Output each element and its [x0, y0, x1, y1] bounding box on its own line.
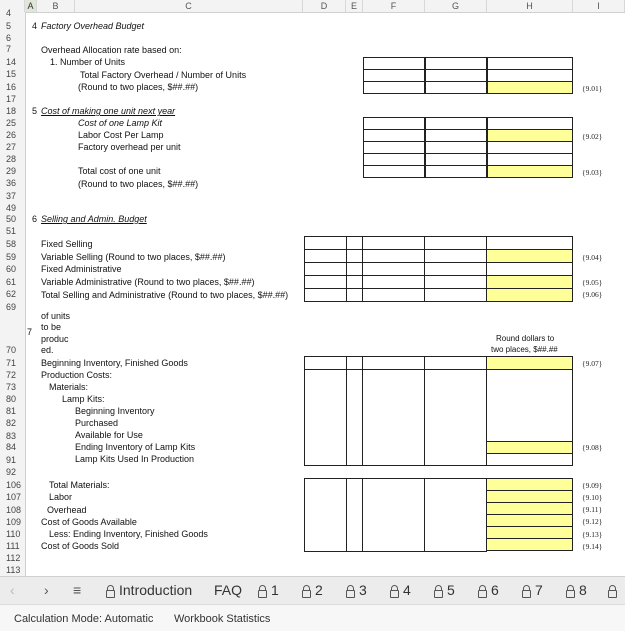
sheet-tab-label: 3	[359, 582, 367, 598]
section-title: Factory Overhead Budget	[41, 21, 145, 31]
cell-text: Lamp Kits:	[62, 394, 105, 404]
input-cell[interactable]	[304, 356, 347, 370]
row-number[interactable]: 14	[6, 57, 17, 67]
answer-code: {9.08}	[582, 443, 603, 452]
input-cell[interactable]	[346, 275, 363, 289]
row-number[interactable]: 5	[6, 21, 12, 31]
row-number[interactable]: 69	[6, 302, 17, 312]
answer-code: {9.02}	[582, 132, 603, 141]
row-number[interactable]: 58	[6, 239, 17, 249]
sheet-tab-label: 5	[447, 582, 455, 598]
sheet-tab-overflow[interactable]	[608, 582, 621, 598]
sheet-tab-2[interactable]	[302, 582, 323, 598]
lock-icon	[566, 585, 575, 596]
row-number[interactable]: 92	[6, 467, 17, 477]
input-cell[interactable]	[424, 356, 487, 370]
cell-text: Ending Inventory of Lamp Kits	[75, 442, 196, 452]
scroll-right-icon[interactable]: ›	[44, 582, 49, 598]
column-header-i[interactable]: I	[573, 0, 625, 12]
cell-text: Overhead	[47, 505, 87, 515]
cell-text: (Round to two places, $##.##)	[78, 179, 199, 189]
answer-cell[interactable]	[486, 275, 573, 289]
cell-text: Beginning Inventory	[75, 406, 155, 416]
cell-text: Total Factory Overhead / Number of Units	[80, 70, 247, 80]
lock-icon	[434, 585, 443, 596]
row-number[interactable]: 17	[6, 94, 17, 104]
row-number[interactable]: 27	[6, 142, 17, 152]
section-number: 4	[32, 21, 38, 31]
row-number[interactable]: 111	[6, 541, 20, 551]
scroll-left-icon[interactable]: ‹	[10, 582, 15, 598]
column-header-a[interactable]: A	[25, 0, 37, 12]
row-number[interactable]: 18	[6, 106, 17, 116]
sheet-tab-5[interactable]	[434, 582, 455, 598]
column-header-c[interactable]: C	[75, 0, 303, 12]
sheet-tab-label: 1	[271, 582, 279, 598]
row-number[interactable]: 28	[6, 154, 17, 164]
answer-code: {9.11}	[582, 505, 603, 514]
answer-code: {9.04}	[582, 253, 603, 262]
row-number[interactable]: 7	[6, 44, 12, 54]
answer-code: {9.09}	[582, 481, 603, 490]
cell-text: Lamp Kits Used In Production	[75, 454, 195, 464]
row-number[interactable]: 83	[6, 431, 17, 441]
sheet-tab-label: Introduction	[119, 582, 193, 598]
column-header-e[interactable]: E	[346, 0, 363, 12]
input-cell[interactable]	[362, 288, 425, 302]
cell-text: Cost of Goods Sold	[41, 541, 120, 551]
answer-cell[interactable]	[487, 81, 573, 94]
sheet-tab-label: 8	[579, 582, 587, 598]
row-number[interactable]: 62	[6, 289, 17, 299]
lock-icon	[302, 585, 311, 596]
input-cell[interactable]	[304, 369, 347, 466]
input-cell[interactable]	[362, 236, 425, 250]
answer-code: {9.07}	[582, 359, 603, 368]
answer-cell[interactable]	[486, 249, 573, 263]
input-cell[interactable]	[304, 478, 347, 552]
row-number[interactable]: 73	[6, 382, 17, 392]
sheet-tab-3[interactable]	[346, 582, 367, 598]
row-number[interactable]: 51	[6, 226, 17, 236]
sheet-tab-label: 4	[403, 582, 411, 598]
input-cell[interactable]	[304, 262, 347, 276]
answer-code: {9.06}	[582, 290, 603, 299]
input-cell[interactable]	[304, 275, 347, 289]
lock-icon	[106, 585, 115, 596]
input-cell[interactable]	[346, 288, 363, 302]
input-cell[interactable]	[424, 236, 487, 250]
answer-cell[interactable]	[486, 538, 573, 551]
cell-text: Fixed Selling	[41, 239, 93, 249]
sheet-tab-6[interactable]	[478, 582, 499, 598]
sheet-tab-label: 2	[315, 582, 323, 598]
section-number: 5	[32, 106, 38, 116]
input-cell[interactable]	[425, 165, 487, 178]
row-number[interactable]: 36	[6, 178, 17, 188]
section-number: 6	[32, 214, 38, 224]
cell-text: Beginning Inventory, Finished Goods	[41, 358, 188, 368]
row-number[interactable]: 106	[6, 480, 22, 490]
lock-icon	[390, 585, 399, 596]
row-number[interactable]: 6	[6, 33, 12, 43]
input-cell[interactable]	[486, 453, 573, 466]
column-header-h[interactable]: H	[487, 0, 573, 12]
input-cell[interactable]	[424, 249, 487, 263]
input-cell[interactable]	[486, 369, 573, 442]
cell-text: Cost of Goods Available	[41, 517, 137, 527]
input-cell[interactable]	[425, 81, 487, 94]
cell-text: 1. Number of Units	[50, 57, 126, 67]
input-cell[interactable]	[362, 249, 425, 263]
sheet-list-menu-icon[interactable]: ≡	[73, 582, 82, 598]
input-cell[interactable]	[363, 81, 425, 94]
row-number[interactable]: 26	[6, 130, 17, 140]
input-cell[interactable]	[346, 262, 363, 276]
row-number[interactable]: 70	[6, 345, 17, 355]
row-number[interactable]: 81	[6, 406, 17, 416]
cell-text: produc	[41, 334, 69, 344]
row-number[interactable]: 50	[6, 214, 17, 224]
input-cell[interactable]	[424, 369, 487, 466]
row-number[interactable]: 110	[6, 529, 21, 539]
row-number[interactable]: 60	[6, 264, 17, 274]
input-cell[interactable]	[304, 288, 347, 302]
section-number: 7	[27, 327, 33, 337]
input-cell[interactable]	[362, 356, 425, 370]
input-cell[interactable]	[362, 262, 425, 276]
cell-text: Total cost of one unit	[78, 166, 161, 176]
cell-text: Less: Ending Inventory, Finished Goods	[49, 529, 208, 539]
input-cell[interactable]	[346, 478, 363, 552]
cell-text: Purchased	[75, 418, 119, 428]
cell-text: of units	[41, 311, 71, 321]
row-number[interactable]: 59	[6, 252, 17, 262]
sheet-tab-8[interactable]	[566, 582, 587, 598]
sheet-tab-label: FAQ	[214, 582, 243, 598]
cell-text: Total Selling and Administrative (Round to two places, $##.##)	[41, 290, 289, 300]
column-header-bar	[0, 0, 625, 13]
row-number[interactable]: 49	[6, 203, 17, 213]
row-number[interactable]: 16	[6, 82, 17, 92]
row-number[interactable]: 15	[6, 69, 17, 79]
sheet-tab-label: 6	[491, 582, 499, 598]
lock-icon	[258, 585, 267, 596]
answer-code: {9.03}	[582, 168, 603, 177]
cell-text: Overhead Allocation rate based on:	[41, 45, 182, 55]
cell-text: to be	[41, 322, 62, 332]
row-number[interactable]: 71	[6, 358, 17, 368]
column-header-g[interactable]: G	[425, 0, 487, 12]
cell-text: Labor Cost Per Lamp	[78, 130, 164, 140]
input-cell[interactable]	[486, 262, 573, 276]
row-number[interactable]: 29	[6, 166, 17, 176]
row-number[interactable]: 108	[6, 505, 22, 515]
cell-text: Labor	[49, 492, 73, 502]
input-cell[interactable]	[486, 236, 573, 250]
sheet-tab-4[interactable]	[390, 582, 411, 598]
lock-icon	[346, 585, 355, 596]
answer-code: {9.05}	[582, 278, 603, 287]
row-header-bar	[0, 8, 26, 576]
cell-text: Factory overhead per unit	[78, 142, 181, 152]
row-number[interactable]: 4	[6, 8, 12, 18]
row-number[interactable]: 80	[6, 394, 17, 404]
input-cell[interactable]	[346, 369, 363, 466]
column-header-f[interactable]: F	[363, 0, 425, 12]
row-number[interactable]: 91	[6, 455, 17, 465]
cell-text: Variable Administrative (Round to two places, $##.##)	[41, 277, 255, 287]
row-number[interactable]: 109	[6, 517, 22, 527]
column-caption: Round dollars to	[496, 334, 555, 343]
cell-text: ed.	[41, 345, 54, 355]
workbook-statistics[interactable]: Workbook Statistics	[174, 613, 271, 625]
sheet-tab-bar	[0, 576, 625, 605]
input-cell[interactable]	[362, 275, 425, 289]
input-cell[interactable]	[304, 249, 347, 263]
answer-cell[interactable]	[486, 356, 573, 370]
answer-code: {9.10}	[582, 493, 603, 502]
answer-code: {9.14}	[582, 542, 603, 551]
answer-code: {9.01}	[582, 84, 603, 93]
row-number[interactable]: 107	[6, 492, 22, 502]
status-bar	[0, 604, 625, 631]
cell-text: Fixed Administrative	[41, 264, 122, 274]
cell-text: (Round to two places, $##.##)	[78, 82, 199, 92]
input-cell[interactable]	[346, 356, 363, 370]
lock-icon	[478, 585, 487, 596]
input-cell[interactable]	[362, 369, 425, 466]
input-cell[interactable]	[363, 165, 425, 178]
answer-cell[interactable]	[486, 288, 573, 302]
column-header-d[interactable]: D	[303, 0, 346, 12]
answer-code: {9.13}	[582, 530, 603, 539]
cell-text: Materials:	[49, 382, 89, 392]
row-number[interactable]: 61	[6, 277, 17, 287]
input-cell[interactable]	[304, 236, 347, 250]
input-cell[interactable]	[424, 288, 487, 302]
cell-text: Available for Use	[75, 430, 143, 440]
section-title: Selling and Admin. Budget	[41, 214, 147, 224]
cell-text: Variable Selling (Round to two places, $##.##)	[41, 252, 226, 262]
sheet-tab-1[interactable]	[258, 582, 279, 598]
answer-cell[interactable]	[487, 165, 573, 178]
input-cell[interactable]	[424, 275, 487, 289]
lock-icon	[522, 585, 531, 596]
calculation-mode[interactable]: Calculation Mode: Automatic	[14, 613, 154, 625]
sheet-tab-faq[interactable]	[214, 582, 242, 598]
section-title: Cost of making one unit next year	[41, 106, 176, 116]
input-cell[interactable]	[362, 478, 425, 552]
row-number[interactable]: 72	[6, 370, 17, 380]
row-number[interactable]: 25	[6, 118, 17, 128]
row-number[interactable]: 113	[6, 565, 21, 575]
column-caption: two places, $##.##	[491, 345, 558, 354]
row-number[interactable]: 82	[6, 418, 17, 428]
row-number[interactable]: 84	[6, 442, 17, 452]
cell-text: Cost of one Lamp Kit	[78, 118, 163, 128]
lock-icon	[608, 585, 617, 596]
row-number[interactable]: 37	[6, 191, 17, 201]
input-cell[interactable]	[424, 262, 487, 276]
sheet-tab-introduction[interactable]	[106, 582, 192, 598]
row-number[interactable]: 112	[6, 553, 21, 563]
answer-code: {9.12}	[582, 517, 603, 526]
cell-text: Production Costs:	[41, 370, 113, 380]
input-cell[interactable]	[346, 249, 363, 263]
column-header-b[interactable]: B	[37, 0, 75, 12]
sheet-tab-label: 7	[535, 582, 543, 598]
input-cell[interactable]	[424, 478, 487, 552]
input-cell[interactable]	[346, 236, 363, 250]
sheet-tab-7[interactable]	[522, 582, 543, 598]
cell-text: Total Materials:	[49, 480, 110, 490]
